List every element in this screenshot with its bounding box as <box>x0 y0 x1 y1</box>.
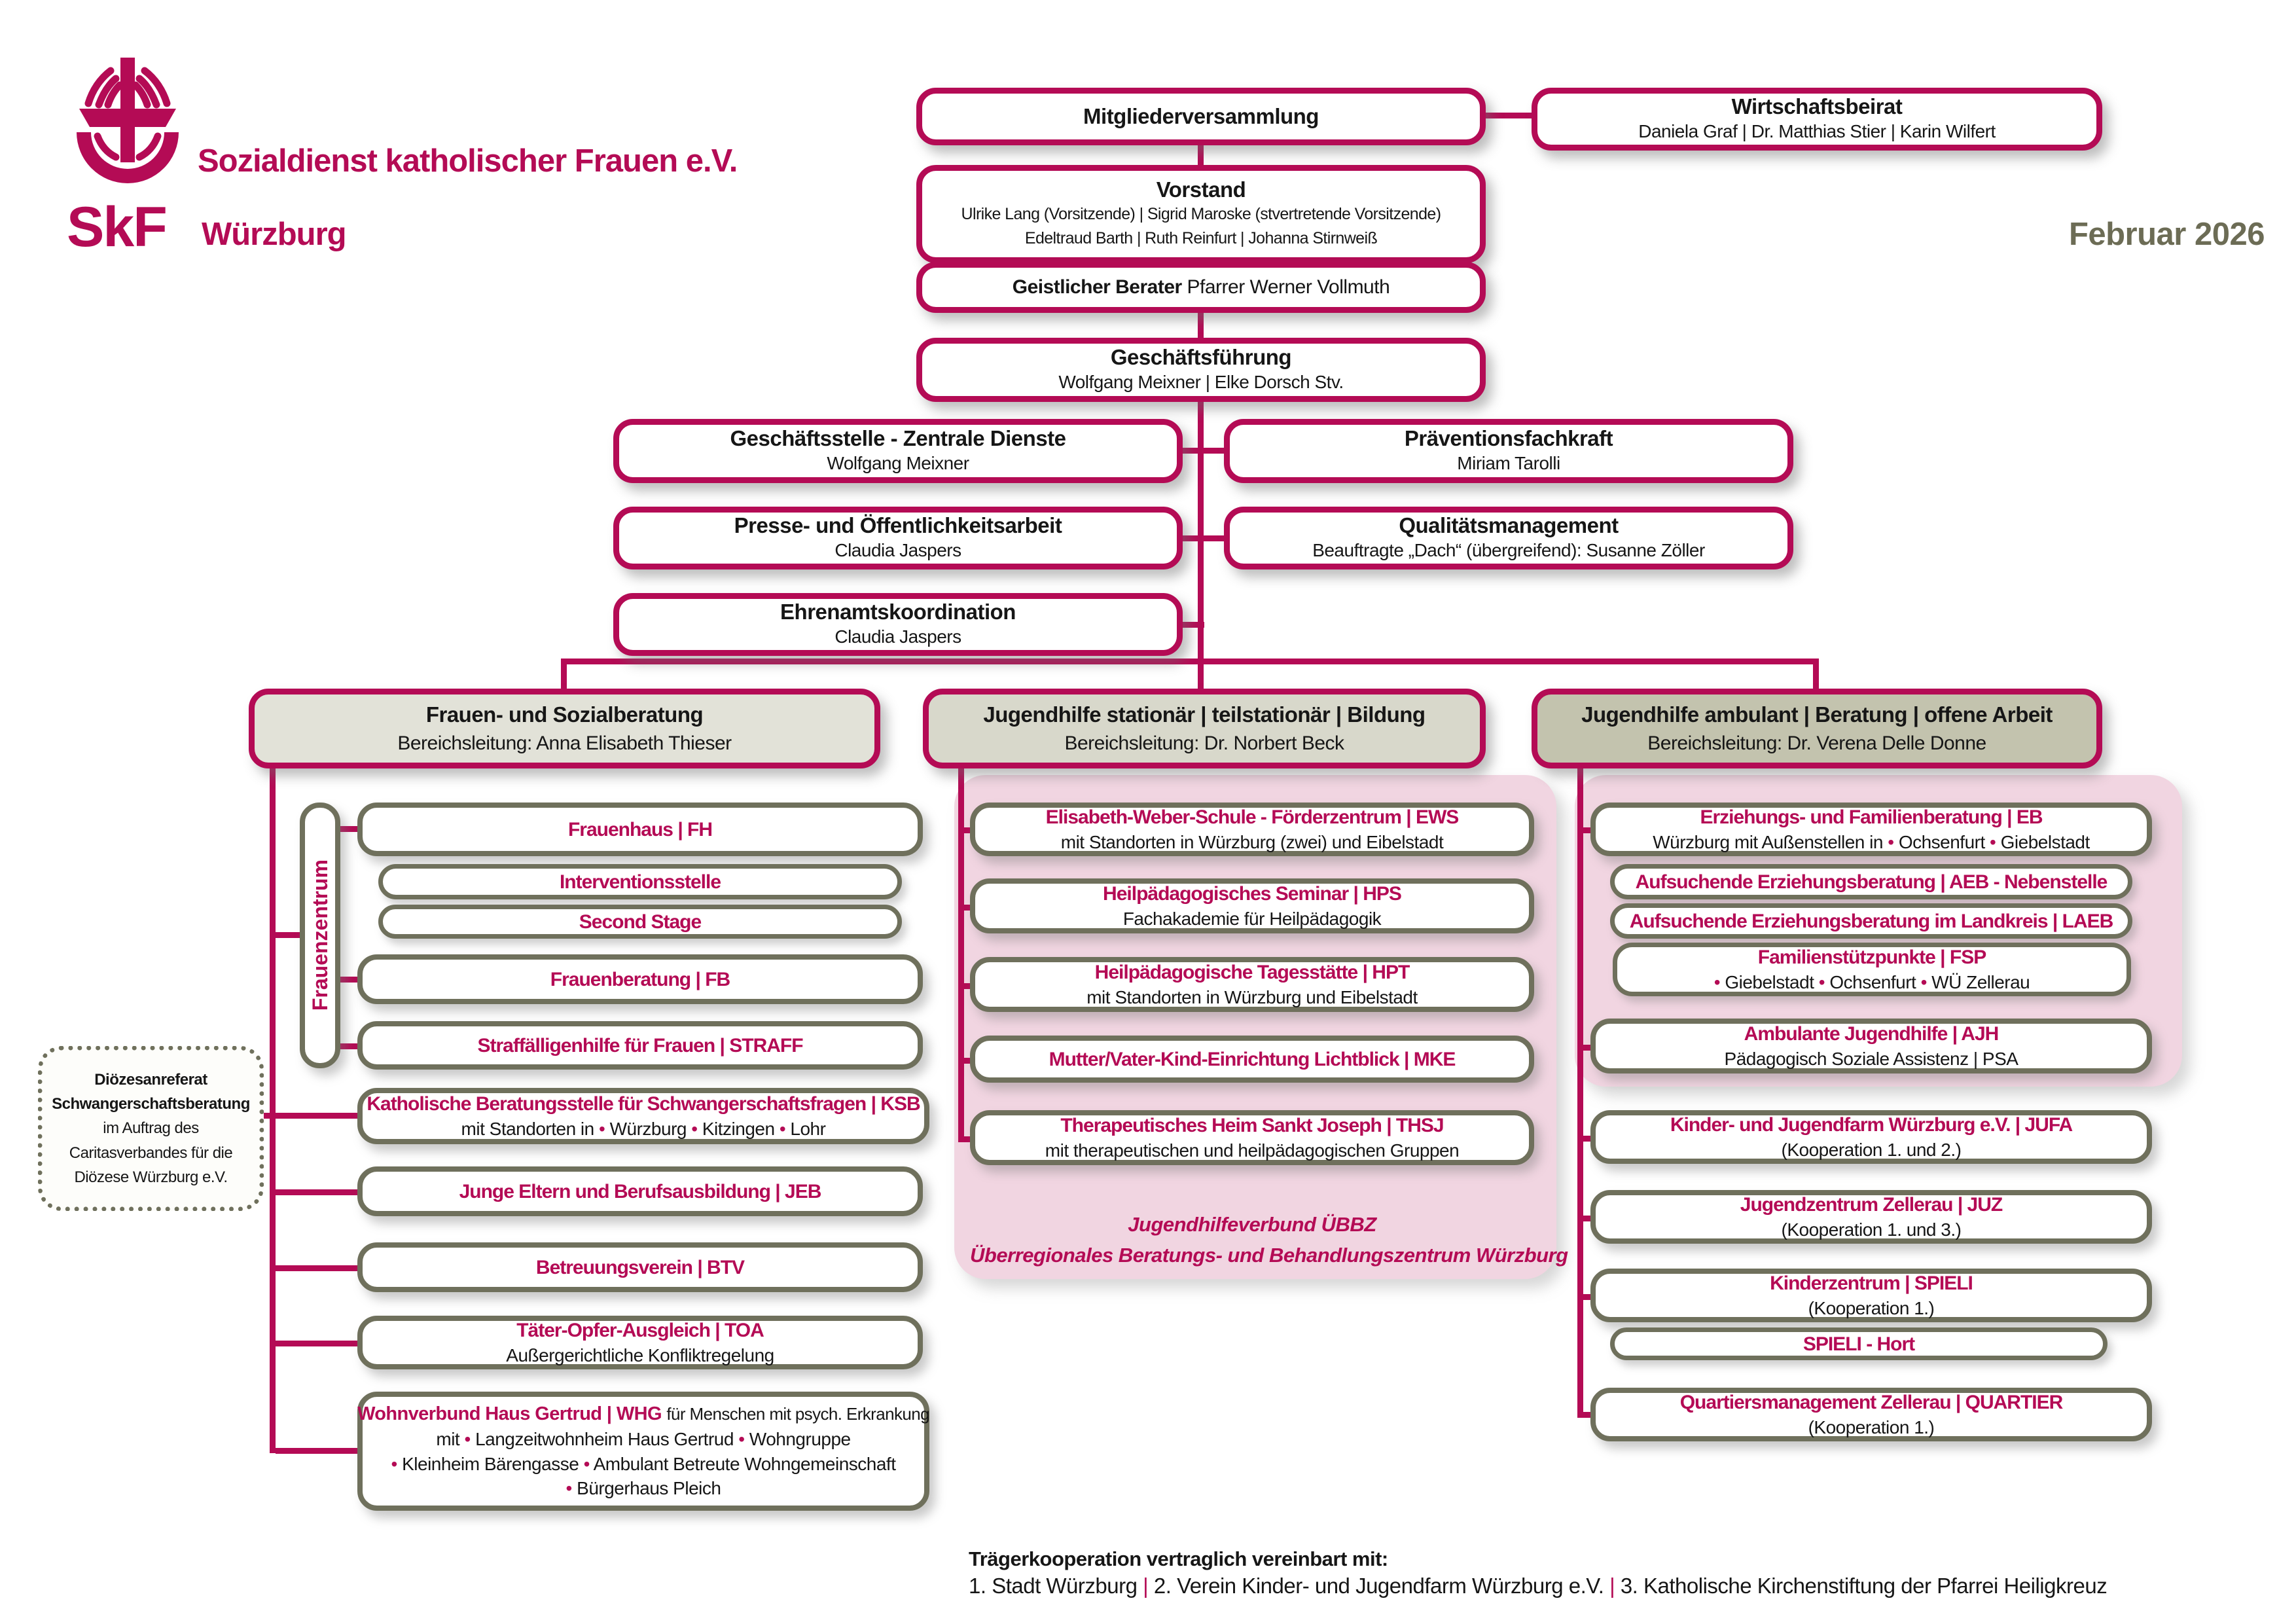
eb-sub: Würzburg mit Außenstellen in • Ochsenfurt • Giebelstadt <box>1653 831 2090 852</box>
geschaeftsstelle-title: Geschäftsstelle - Zentrale Dienste <box>730 426 1066 451</box>
btv-title: Betreuungsverein | BTV <box>535 1256 745 1278</box>
mitgliederversammlung-title: Mitgliederversammlung <box>1083 104 1319 128</box>
ehrenamtskoordination-title: Ehrenamtskoordination <box>780 600 1016 624</box>
section-lead: Bereichsleitung: Dr. Norbert Beck <box>1064 732 1344 754</box>
frauenberatung-box <box>357 954 923 1004</box>
jeb-box <box>357 1166 923 1216</box>
frauenberatung-title: Frauenberatung | FB <box>550 968 730 990</box>
spieli-sub: (Kooperation 1.) <box>1808 1297 1935 1318</box>
laeb-box <box>1610 903 2132 939</box>
interventionsstelle-title: Interventionsstelle <box>559 871 721 893</box>
stub-ksb-diozesan <box>260 1113 360 1119</box>
stub-frauenzentrum <box>276 932 302 938</box>
eb-box <box>1590 803 2152 856</box>
ksb-title: Katholische Beratungsstelle für Schwangerschaftsfragen | KSB <box>367 1092 920 1115</box>
hps-sub: Fachakademie für Heilpädagogik <box>1122 908 1382 929</box>
whg-line3: • Kleinheim Bärengasse • Ambulant Betreute Wohngemeinschaft <box>391 1453 896 1474</box>
spieli-hort-title: SPIELI - Hort <box>1803 1333 1915 1355</box>
thsj-box <box>970 1110 1534 1165</box>
geschaeftsstelle-person: Wolfgang Meixner <box>827 453 969 474</box>
frauenzentrum-label: Frauenzentrum <box>308 859 332 1011</box>
spieli-hort-box <box>1610 1327 2108 1360</box>
jufa-sub: (Kooperation 1. und 2.) <box>1781 1139 1962 1160</box>
geistlicher-berater-line: Geistlicher Berater Pfarrer Werner Vollmuth <box>1012 276 1390 298</box>
quartier-sub: (Kooperation 1.) <box>1808 1416 1935 1437</box>
laeb-title: Aufsuchende Erziehungsberatung im Landkreis | LAEB <box>1629 910 2113 932</box>
mitgliederversammlung-box <box>916 88 1486 145</box>
middle-trunk-line <box>958 767 964 1138</box>
stub-toa <box>276 1341 360 1346</box>
connector-mitglieder-wirtschaftsbeirat <box>1480 113 1537 118</box>
ehrenamtskoordination-box <box>613 593 1183 656</box>
toa-sub: Außergerichtliche Konfliktregelung <box>506 1344 774 1365</box>
ews-sub: mit Standorten in Würzburg (zwei) und Eibelstadt <box>1060 831 1444 852</box>
spieli-title: Kinderzentrum | SPIELI <box>1770 1272 1973 1294</box>
vorstand-line1: Ulrike Lang (Vorsitzende) | Sigrid Maroske (stvertretende Vorsitzende) <box>961 204 1441 223</box>
aeb-title: Aufsuchende Erziehungsberatung | AEB - Nebenstelle <box>1635 871 2108 893</box>
logo-org-name: Sozialdienst katholischer Frauen e.V. <box>198 143 738 179</box>
presse-title: Presse- und Öffentlichkeitsarbeit <box>734 513 1062 538</box>
section-jugendhilfe-ambulant <box>1532 689 2102 768</box>
footer-heading: Trägerkooperation vertraglich vereinbart mit: <box>969 1547 1388 1570</box>
ajh-title: Ambulante Jugendhilfe | AJH <box>1744 1022 1999 1045</box>
straffaelligenhilfe-title: Straffälligenhilfe für Frauen | STRAFF <box>477 1034 803 1056</box>
footer-items: 1. Stadt Würzburg | 2. Verein Kinder- und Jugendfarm Würzburg e.V. | 3. Katholische Kirchenstiftung der Pfarrei Heiligkreuz <box>969 1574 2108 1598</box>
ksb-box <box>357 1088 929 1144</box>
uebbz-note <box>970 1210 1568 1271</box>
left-trunk-line <box>270 767 276 1453</box>
presse-person: Claudia Jaspers <box>834 540 961 561</box>
section-title: Frauen- und Sozialberatung <box>425 702 704 727</box>
toa-box <box>357 1316 923 1369</box>
diozesanreferat-line3: im Auftrag des <box>103 1119 199 1138</box>
straffaelligenhilfe-box <box>357 1021 923 1070</box>
wirtschaftsbeirat-box <box>1532 88 2102 151</box>
drop-right-section <box>1813 659 1819 690</box>
whg-line1: Wohnverbund Haus Gertrud | WHG für Menschen mit psych. Erkrankung <box>357 1403 929 1424</box>
section-title: Jugendhilfe ambulant | Beratung | offene Arbeit <box>1581 702 2053 727</box>
stub-jeb <box>276 1189 360 1195</box>
frauenzentrum-box <box>300 803 340 1068</box>
wirtschaftsbeirat-members: Daniela Graf | Dr. Matthias Stier | Karin Wilfert <box>1638 121 1996 142</box>
mke-box <box>970 1036 1534 1083</box>
section-jugendhilfe-stationaer <box>923 689 1486 768</box>
branch-line <box>561 659 1819 664</box>
geistlicher-berater-box <box>916 262 1486 313</box>
presse-box <box>613 507 1183 569</box>
frauenhaus-title: Frauenhaus | FH <box>567 818 713 840</box>
whg-line4: • Bürgerhaus Pleich <box>565 1478 721 1499</box>
connector-mitglieder-vorstand <box>1198 143 1204 166</box>
caritas-flame-cross-icon <box>62 58 193 202</box>
second-stage-title: Second Stage <box>579 911 702 933</box>
hps-title: Heilpädagogisches Seminar | HPS <box>1103 882 1401 905</box>
ajh-box <box>1590 1019 2152 1074</box>
quartier-box <box>1590 1388 2152 1441</box>
praeventionsfachkraft-box <box>1224 419 1793 483</box>
hpt-title: Heilpädagogische Tagesstätte | HPT <box>1094 961 1410 983</box>
juz-sub: (Kooperation 1. und 3.) <box>1781 1219 1962 1240</box>
section-title: Jugendhilfe stationär | teilstationär | Bildung <box>983 702 1426 727</box>
eb-title: Erziehungs- und Familienberatung | EB <box>1700 806 2043 828</box>
vorstand-title: Vorstand <box>1156 177 1246 202</box>
section-lead: Bereichsleitung: Anna Elisabeth Thieser <box>397 732 732 754</box>
geschaeftsstelle-box <box>613 419 1183 483</box>
fsp-box <box>1613 943 2131 996</box>
ehrenamtskoordination-person: Claudia Jaspers <box>834 626 961 647</box>
praeventionsfachkraft-title: Präventionsfachkraft <box>1404 426 1613 451</box>
uebbz-line1: Jugendhilfeverbund ÜBBZ <box>1128 1213 1376 1236</box>
connector-geistlicher-geschaeftsfuehrung <box>1198 312 1204 339</box>
qualitaetsmanagement-title: Qualitätsmanagement <box>1399 513 1619 538</box>
ksb-locations: mit Standorten in • Würzburg • Kitzingen • Lohr <box>461 1118 826 1139</box>
center-trunk-line <box>1198 399 1204 690</box>
ews-title: Elisabeth-Weber-Schule - Förderzentrum | EWS <box>1045 806 1459 828</box>
quartier-title: Quartiersmanagement Zellerau | QUARTIER <box>1679 1391 2063 1413</box>
interventionsstelle-box <box>378 864 902 899</box>
toa-title: Täter-Opfer-Ausgleich | TOA <box>516 1319 764 1341</box>
geschaeftsfuehrung-box <box>916 338 1486 402</box>
whg-box <box>357 1392 929 1511</box>
mke-title: Mutter/Vater-Kind-Einrichtung Lichtblick | MKE <box>1049 1048 1456 1070</box>
thsj-sub: mit therapeutischen und heilpädagogischen Gruppen <box>1045 1140 1460 1161</box>
vorstand-box <box>916 165 1486 263</box>
diozesanreferat-line1: Diözesanreferat <box>94 1071 207 1089</box>
section-frauen-sozialberatung <box>249 689 880 768</box>
hpt-sub: mit Standorten in Würzburg und Eibelstadt <box>1086 986 1418 1007</box>
diozesanreferat-box <box>38 1046 264 1211</box>
right-trunk-line <box>1577 767 1583 1415</box>
uebbz-line2: Überregionales Beratungs- und Behandlungszentrum Würzburg <box>970 1243 1568 1267</box>
diozesanreferat-line4: Caritasverbandes für die <box>69 1144 233 1162</box>
ews-box <box>970 803 1534 856</box>
jufa-box <box>1590 1110 2152 1164</box>
diozesanreferat-line5: Diözese Würzburg e.V. <box>74 1168 228 1186</box>
jufa-title: Kinder- und Jugendfarm Würzburg e.V. | JUFA <box>1670 1113 2073 1136</box>
juz-title: Jugendzentrum Zellerau | JUZ <box>1740 1193 2003 1216</box>
frauenhaus-box <box>357 803 923 856</box>
drop-left-section <box>561 659 567 690</box>
ajh-sub: Pädagogisch Soziale Assistenz | PSA <box>1724 1048 2018 1069</box>
geschaeftsfuehrung-title: Geschäftsführung <box>1110 345 1292 370</box>
qualitaetsmanagement-person: Beauftragte „Dach“ (übergreifend): Susanne Zöller <box>1312 540 1705 561</box>
date-label: Februar 2026 <box>2068 217 2265 252</box>
juz-box <box>1590 1190 2152 1244</box>
btv-box <box>357 1242 923 1292</box>
hps-box <box>970 878 1534 933</box>
fsp-title: Familienstützpunkte | FSP <box>1757 946 1986 968</box>
vorstand-line2: Edeltraud Barth | Ruth Reinfurt | Johanna Stirnweiß <box>1024 229 1378 247</box>
thsj-title: Therapeutisches Heim Sankt Joseph | THSJ <box>1060 1114 1444 1136</box>
hpt-box <box>970 957 1534 1012</box>
fsp-sub: • Giebelstadt • Ochsenfurt • WÜ Zellerau <box>1713 971 2030 992</box>
praeventionsfachkraft-person: Miriam Tarolli <box>1457 453 1560 474</box>
logo-acronym: SkF <box>67 196 166 259</box>
second-stage-box <box>378 905 902 939</box>
spieli-box <box>1590 1269 2152 1322</box>
geschaeftsfuehrung-members: Wolfgang Meixner | Elke Dorsch Stv. <box>1058 372 1344 393</box>
wirtschaftsbeirat-title: Wirtschaftsbeirat <box>1731 94 1903 119</box>
aeb-box <box>1610 864 2132 899</box>
diozesanreferat-line2: Schwangerschaftsberatung <box>52 1095 250 1113</box>
qualitaetsmanagement-box <box>1224 507 1793 569</box>
jeb-title: Junge Eltern und Berufsausbildung | JEB <box>459 1180 821 1202</box>
section-lead: Bereichsleitung: Dr. Verena Delle Donne <box>1647 732 1986 754</box>
stub-btv <box>276 1265 360 1271</box>
logo-city: Würzburg <box>202 217 346 252</box>
stub-whg <box>276 1448 360 1454</box>
whg-line2: mit • Langzeitwohnheim Haus Gertrud • Wohngruppe <box>436 1428 851 1449</box>
